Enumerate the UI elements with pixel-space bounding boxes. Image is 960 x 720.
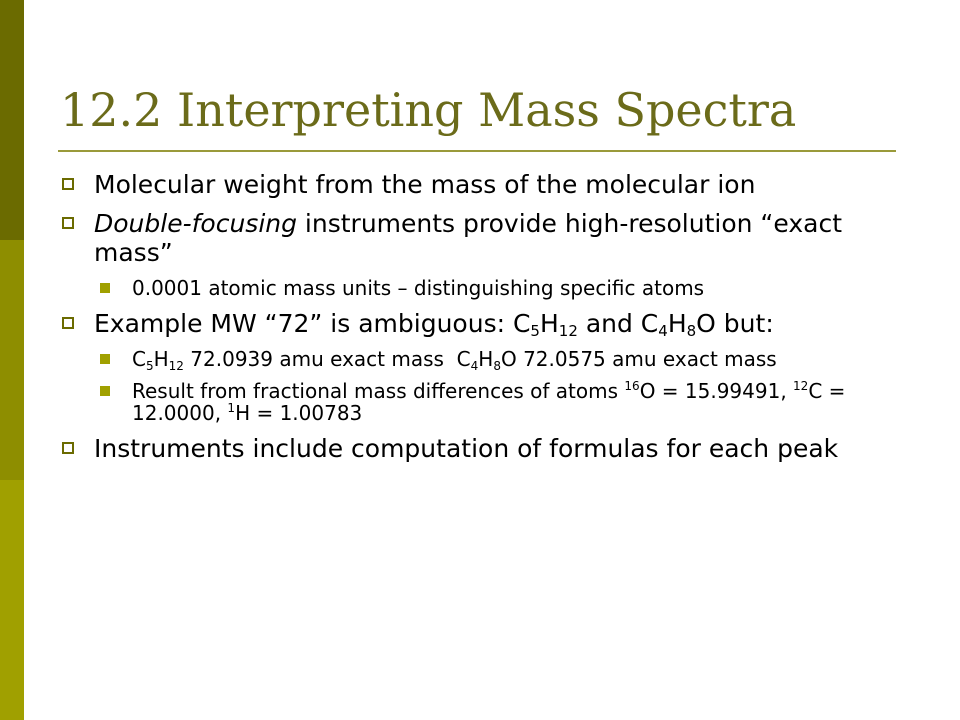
text-run: H = 1.00783 <box>235 401 363 425</box>
sub-bullet-text: 0.0001 atomic mass units – distinguishing specific atoms <box>132 276 705 300</box>
subscript: 8 <box>686 322 697 340</box>
superscript: 1 <box>227 401 236 415</box>
sub-bullet-text <box>132 379 845 425</box>
subscript: 12 <box>558 322 578 340</box>
bullet-instruments <box>58 434 908 463</box>
text-run: H <box>667 309 687 338</box>
bullet-example-mw <box>58 309 908 338</box>
text-run: C = 12.0000, <box>132 379 846 425</box>
text-run: O 72.0575 amu exact mass <box>500 347 777 371</box>
superscript: 12 <box>793 379 809 393</box>
bullet-list <box>58 170 908 473</box>
text-run: H <box>153 347 169 371</box>
bullet-molecular-weight <box>58 170 908 199</box>
slide-title: 12.2 Interpreting Mass Spectra <box>60 83 797 137</box>
text-run: Example MW “72” is ambiguous: C <box>94 309 531 338</box>
hollow-square-bullet-icon <box>62 178 74 190</box>
sidebar-accent-bottom <box>0 480 24 720</box>
bullet-text <box>94 209 842 267</box>
text-run: 72.0939 amu exact mass C <box>183 347 471 371</box>
sub-bullet-precision <box>98 277 908 299</box>
text-run: O but: <box>696 309 774 338</box>
hollow-square-bullet-icon <box>62 317 74 329</box>
hollow-square-bullet-icon <box>62 217 74 229</box>
subscript: 5 <box>530 322 540 340</box>
hollow-square-bullet-icon <box>62 442 74 454</box>
subscript: 8 <box>493 359 501 373</box>
sidebar-accent-middle <box>0 240 24 480</box>
filled-square-bullet-icon <box>100 354 110 364</box>
bullet-text: Instruments include computation of formulas for each peak <box>94 434 839 463</box>
subscript: 4 <box>470 359 479 373</box>
sub-bullet-text <box>132 347 777 371</box>
text-run: C <box>132 347 146 371</box>
superscript: 16 <box>624 379 640 393</box>
emphasis-text: Double-focusing <box>94 209 297 238</box>
subscript: 4 <box>658 322 668 340</box>
text-run: Result from fractional mass differences of atoms <box>132 379 625 403</box>
bullet-double-focusing <box>58 209 908 267</box>
text-run: H <box>539 309 559 338</box>
bullet-text-rest: instruments provide high-resolution “exact mass” <box>94 209 842 267</box>
text-run: and C <box>577 309 659 338</box>
subscript: 5 <box>145 359 154 373</box>
text-run: H <box>478 347 494 371</box>
bullet-text: Molecular weight from the mass of the molecular ion <box>94 170 756 199</box>
text-run: O = 15.99491, <box>639 379 794 403</box>
sidebar-accent-top <box>0 0 24 240</box>
subscript: 12 <box>168 359 184 373</box>
sub-bullet-exact-masses <box>98 347 908 373</box>
title-underline <box>58 150 896 152</box>
filled-square-bullet-icon <box>100 283 110 293</box>
filled-square-bullet-icon <box>100 386 110 396</box>
bullet-text <box>94 309 774 338</box>
sub-bullet-fractional-mass <box>98 380 908 424</box>
